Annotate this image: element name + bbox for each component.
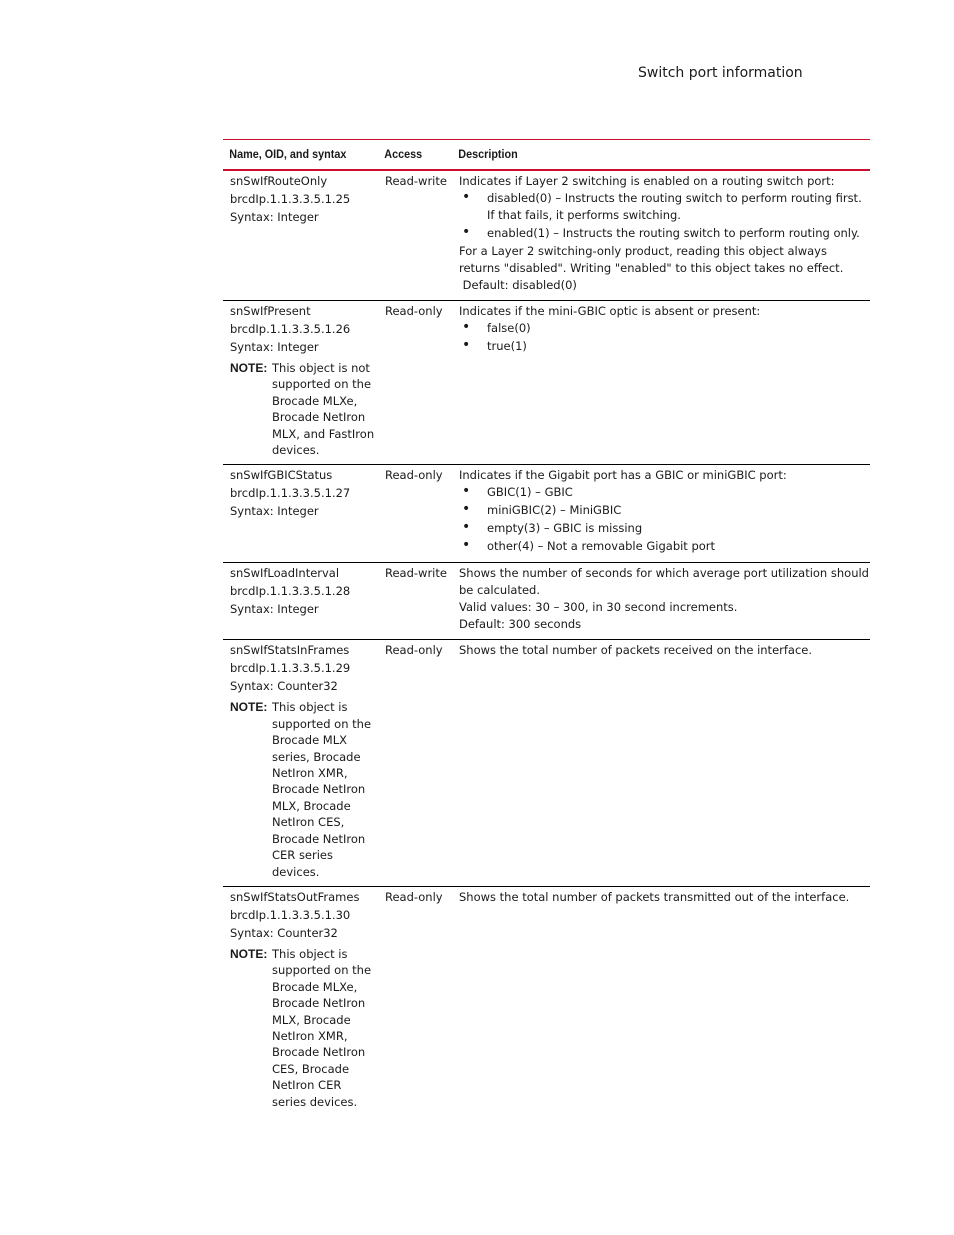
table-row <box>223 886 870 1116</box>
object-syntax: Syntax: Counter32 <box>230 925 338 940</box>
cell-name-oid-syntax <box>223 301 378 465</box>
note-text: This object is supported on the Brocade MLX series, Brocade NetIron XMR, Brocade NetIron MLX, Brocade NetIron CES, Brocade NetIron CER series devices. <box>272 700 372 879</box>
object-name: snSwIfGBICStatus <box>230 468 333 483</box>
note-block <box>230 946 378 1110</box>
bullet-item: • miniGBIC(2) – MiniGBIC <box>459 502 870 519</box>
note-label: NOTE: <box>230 700 268 715</box>
object-syntax: Syntax: Integer <box>230 210 319 224</box>
object-name: snSwIfPresent <box>230 304 311 318</box>
cell-access: Read-only <box>385 889 443 904</box>
note-text: This object is not supported on the Brocade MLXe, Brocade NetIron MLX, and FastIron devices. <box>272 361 375 458</box>
description-intro: Shows the number of seconds for which average port utilization should be calculated. <box>459 566 869 598</box>
cell-access: Read-only <box>378 640 452 886</box>
column-header-access: Access <box>378 140 445 171</box>
bullet-item: • true(1) <box>459 338 870 355</box>
object-syntax: Syntax: Integer <box>230 340 319 354</box>
object-syntax: Syntax: Counter32 <box>230 679 338 694</box>
description-paragraph: For a Layer 2 switching-only product, reading this object always returns "disabled". Writing "enabled" to this object takes no effect. <box>459 244 844 275</box>
bullet-item: • false(0) <box>459 320 870 337</box>
description-bullet-list <box>459 484 870 555</box>
object-syntax: Syntax: Integer <box>230 504 319 519</box>
cell-name-oid-syntax <box>223 563 378 640</box>
description-paragraph: Default: 300 seconds <box>459 617 582 632</box>
bullet-item: • enabled(1) – Instructs the routing switch to perform routing only. <box>459 225 870 242</box>
table-body <box>223 170 870 1116</box>
mib-object-table <box>223 139 870 1116</box>
note-text: This object is supported on the Brocade MLXe, Brocade NetIron MLX, Brocade NetIron XMR, Brocade NetIron CES, Brocade NetIron CER series devices. <box>272 946 372 1109</box>
object-oid: brcdIp.1.1.3.3.5.1.30 <box>230 907 351 922</box>
cell-description <box>452 170 870 301</box>
cell-access: Read-write <box>378 170 452 301</box>
table-row <box>223 301 870 465</box>
object-name: snSwIfStatsInFrames <box>230 643 350 658</box>
object-name: snSwIfRouteOnly <box>230 174 328 188</box>
object-oid: brcdIp.1.1.3.3.5.1.29 <box>230 661 351 676</box>
object-oid: brcdIp.1.1.3.3.5.1.26 <box>230 322 351 336</box>
cell-access: Read-only <box>378 465 452 563</box>
note-block <box>230 360 378 458</box>
cell-description <box>452 465 870 563</box>
running-head: Switch port information <box>638 65 803 81</box>
object-name: snSwIfLoadInterval <box>230 566 340 581</box>
cell-description <box>452 563 870 640</box>
table-row <box>223 640 870 886</box>
cell-name-oid-syntax <box>223 640 378 886</box>
bullet-item: • empty(3) – GBIC is missing <box>459 520 870 537</box>
object-oid: brcdIp.1.1.3.3.5.1.25 <box>230 192 351 206</box>
description-intro: Indicates if the mini-GBIC optic is absent or present: <box>459 304 761 318</box>
description-bullet-list <box>459 320 870 355</box>
object-syntax: Syntax: Integer <box>230 602 319 617</box>
cell-description <box>452 640 870 886</box>
cell-name-oid-syntax <box>223 170 378 301</box>
cell-description <box>452 301 870 465</box>
table-row <box>223 563 870 640</box>
cell-description <box>452 886 870 1116</box>
note-label: NOTE: <box>230 361 268 375</box>
description-paragraph: Valid values: 30 – 300, in 30 second increments. <box>459 600 738 615</box>
cell-name-oid-syntax <box>223 886 378 1116</box>
description-bullet-list <box>459 190 870 242</box>
cell-access: Read-write <box>378 563 452 640</box>
cell-access: Read-only <box>378 301 452 465</box>
object-oid: brcdIp.1.1.3.3.5.1.27 <box>230 486 351 501</box>
column-header-description: Description <box>452 140 828 171</box>
object-name: snSwIfStatsOutFrames <box>230 889 360 904</box>
description-paragraph: Default: disabled(0) <box>459 278 577 292</box>
bullet-item: • other(4) – Not a removable Gigabit port <box>459 538 870 555</box>
table-header <box>223 140 870 171</box>
note-label: NOTE: <box>230 946 268 961</box>
table-row <box>223 465 870 563</box>
description-intro: Indicates if Layer 2 switching is enabled on a routing switch port: <box>459 174 835 188</box>
table-row <box>223 170 870 301</box>
column-header-name: Name, OID, and syntax <box>223 140 363 171</box>
object-oid: brcdIp.1.1.3.3.5.1.28 <box>230 584 351 599</box>
cell-name-oid-syntax <box>223 465 378 563</box>
description-intro: Shows the total number of packets transmitted out of the interface. <box>459 889 850 904</box>
bullet-item: • disabled(0) – Instructs the routing switch to perform routing first. If that fails, it performs switching. <box>459 190 870 224</box>
note-block <box>230 699 378 879</box>
description-intro: Shows the total number of packets received on the interface. <box>459 643 813 658</box>
bullet-item: • GBIC(1) – GBIC <box>459 484 870 501</box>
description-intro: Indicates if the Gigabit port has a GBIC or miniGBIC port: <box>459 468 787 483</box>
